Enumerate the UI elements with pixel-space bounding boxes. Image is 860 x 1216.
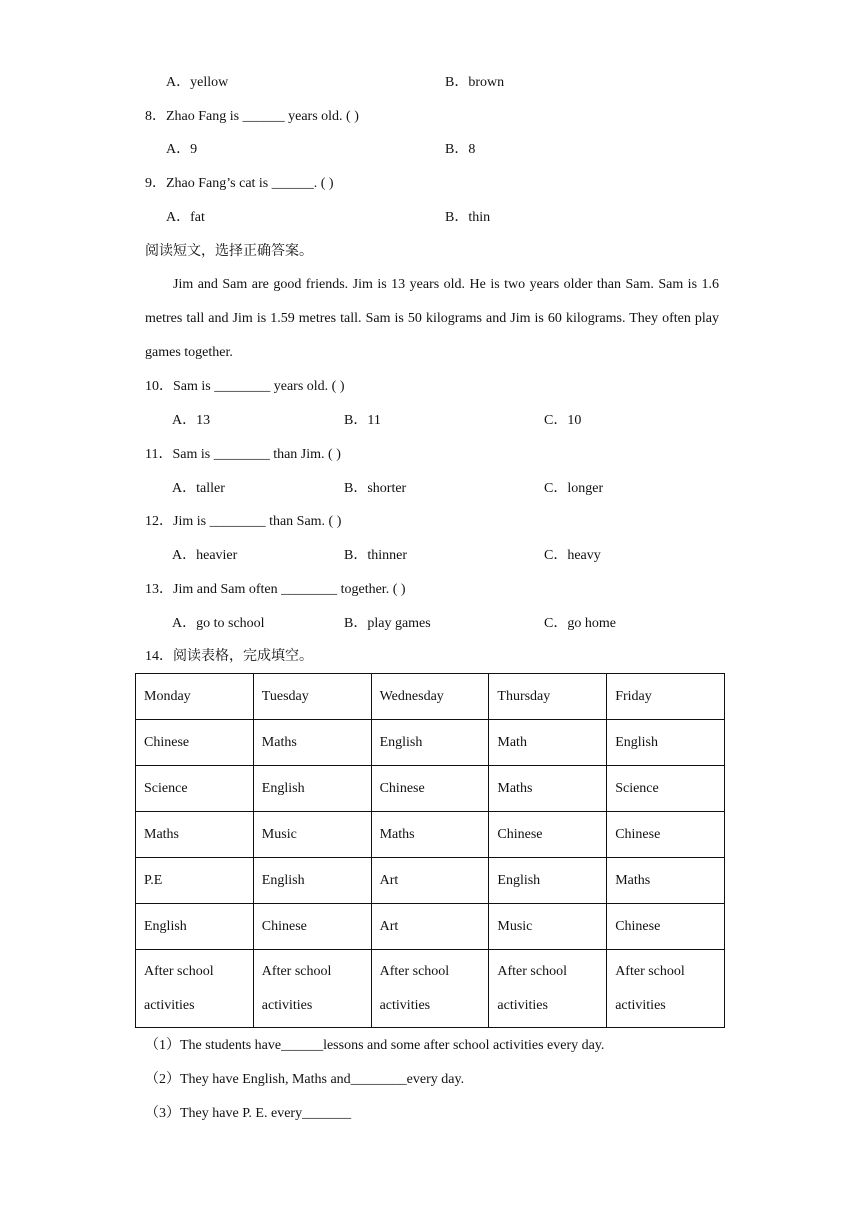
timetable-cell: Chinese xyxy=(253,904,371,950)
q13-question: 13．Jim and Sam often ________ together. ( ) xyxy=(145,582,406,597)
timetable-cell: Music xyxy=(489,904,607,950)
timetable-day-cell: Wednesday xyxy=(371,674,489,720)
timetable-row xyxy=(136,904,725,950)
q10-option-a: A．13 xyxy=(172,413,211,428)
q8-question: 8．Zhao Fang is ______ years old. ( ) xyxy=(145,109,359,124)
timetable-cell: Science xyxy=(136,766,254,812)
passage-paragraph: Jim and Sam are good friends. Jim is 13 years old. He is two years older than Sam. Sam is 1.6 metres tall and Jim is 1.59 metres tall. Sam is 50 kilograms and Jim is 60 kilograms. They often play games together. xyxy=(145,277,719,360)
q8-option-b: B．8 xyxy=(445,142,476,157)
timetable-cell: Maths xyxy=(253,720,371,766)
timetable-cell-line: After school xyxy=(261,963,332,979)
q7-option-a: A．yellow xyxy=(166,75,229,90)
timetable-cell: Chinese xyxy=(607,812,725,858)
reading-passage xyxy=(145,268,719,370)
timetable-cell xyxy=(253,950,371,1028)
q14-title-text: 14．阅读表格，完成填空。 xyxy=(145,649,313,664)
timetable-day-cell: Friday xyxy=(607,674,725,720)
q9-option-a: A．fat xyxy=(166,210,205,225)
timetable-cell xyxy=(136,950,254,1028)
q12-question: 12．Jim is ________ than Sam. ( ) xyxy=(145,514,342,529)
q14-blank-2: （2）They have English, Maths and________every day. xyxy=(145,1072,465,1087)
timetable-row xyxy=(136,858,725,904)
q11-option-a: A．taller xyxy=(172,481,225,496)
timetable-cell-line: After school xyxy=(615,963,685,979)
timetable-day-cell: Tuesday xyxy=(253,674,371,720)
reading-instruction: 阅读短文，选择正确答案。 xyxy=(145,243,313,259)
timetable-cell: Maths xyxy=(371,812,489,858)
timetable-cell: English xyxy=(371,720,489,766)
timetable xyxy=(135,673,725,1028)
timetable-cell: English xyxy=(253,858,371,904)
timetable-cell-line: activities xyxy=(261,997,313,1013)
q12-option-c: C．heavy xyxy=(544,548,601,563)
q11-option-b: B．shorter xyxy=(344,481,407,496)
timetable-cell: Chinese xyxy=(489,812,607,858)
timetable-cell: P.E xyxy=(136,858,254,904)
q10-option-b: B．11 xyxy=(344,413,381,428)
q10-option-c: C．10 xyxy=(544,413,582,428)
timetable-cell: Maths xyxy=(136,812,254,858)
q9-question: 9．Zhao Fang’s cat is ______. ( ) xyxy=(145,176,334,191)
timetable-cell: Chinese xyxy=(371,766,489,812)
q14-title xyxy=(145,648,313,666)
timetable-cell: English xyxy=(253,766,371,812)
timetable-cell: Maths xyxy=(489,766,607,812)
timetable-cell xyxy=(371,950,489,1028)
timetable-day-cell: Thursday xyxy=(489,674,607,720)
timetable-cell: Science xyxy=(607,766,725,812)
timetable-cell-line: activities xyxy=(144,997,195,1013)
q13-option-c: C．go home xyxy=(544,616,616,631)
timetable-cell: Art xyxy=(371,904,489,950)
q13-option-a: A．go to school xyxy=(172,616,265,631)
timetable-cell: English xyxy=(136,904,254,950)
timetable-row xyxy=(136,812,725,858)
timetable-row-activities xyxy=(136,950,725,1028)
timetable-cell-line: activities xyxy=(379,997,431,1013)
q11-question: 11．Sam is ________ than Jim. ( ) xyxy=(145,447,341,462)
timetable-cell-line: After school xyxy=(497,963,567,979)
timetable-cell: English xyxy=(489,858,607,904)
timetable-cell: English xyxy=(607,720,725,766)
q10-question: 10．Sam is ________ years old. ( ) xyxy=(145,379,345,394)
timetable-cell: Math xyxy=(489,720,607,766)
q12-option-a: A．heavier xyxy=(172,548,238,563)
timetable-cell-line: activities xyxy=(497,997,548,1013)
timetable-cell: Chinese xyxy=(136,720,254,766)
q13-option-b: B．play games xyxy=(344,616,431,631)
q11-option-c: C．longer xyxy=(544,481,604,496)
timetable-row xyxy=(136,720,725,766)
timetable-cell: Chinese xyxy=(607,904,725,950)
timetable-cell: Maths xyxy=(607,858,725,904)
q7-option-b: B．brown xyxy=(445,75,505,90)
timetable-cell: Art xyxy=(371,858,489,904)
timetable-header-row xyxy=(136,674,725,720)
timetable-cell-line: activities xyxy=(615,997,666,1013)
timetable-cell xyxy=(489,950,607,1028)
q12-option-b: B．thinner xyxy=(344,548,407,563)
timetable-cell xyxy=(607,950,725,1028)
q8-option-a: A．9 xyxy=(166,142,198,157)
timetable-row xyxy=(136,766,725,812)
q14-blank-3: （3）They have P. E. every_______ xyxy=(145,1106,352,1121)
timetable-day-cell: Monday xyxy=(136,674,254,720)
timetable-cell-line: After school xyxy=(144,963,214,979)
timetable-cell: Music xyxy=(253,812,371,858)
timetable-cell-line: After school xyxy=(379,963,450,979)
q9-option-b: B．thin xyxy=(445,210,491,225)
q14-blank-1: （1）The students have______lessons and some after school activities every day. xyxy=(145,1038,605,1053)
